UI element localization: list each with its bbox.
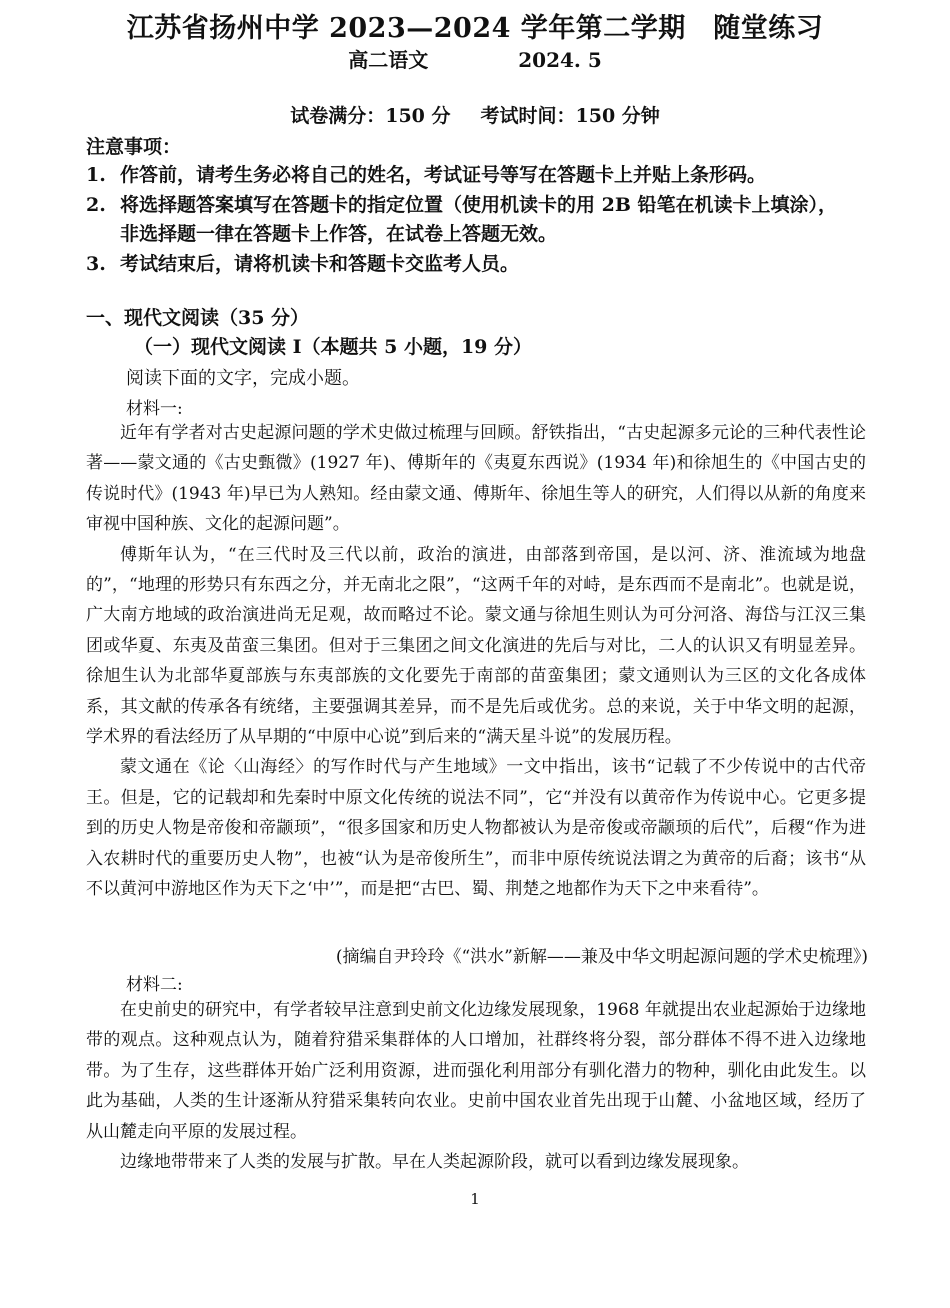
note-text-continued: 非选择题一律在答题卡上作答，在试卷上答题无效。 bbox=[120, 223, 558, 245]
page-number: 1 bbox=[470, 1190, 480, 1208]
note-text: 将选择题答案填写在答题卡的指定位置（使用机读卡的用 2B 铅笔在机读卡上填涂）， bbox=[120, 194, 838, 216]
note-number: 1. bbox=[86, 164, 106, 186]
subject-date-line bbox=[0, 44, 950, 73]
note-text: 考试结束后，请将机读卡和答题卡交监考人员。 bbox=[120, 253, 520, 275]
full-score: 试卷满分：150 分 bbox=[290, 105, 451, 127]
paragraph: 蒙文通在《论〈山海经〉的写作时代与产生地域》一文中指出，该书“记载了不少传说中的古代帝王。但是，它的记载却和先秦时中原文化传统的说法不同”，它“并没有以黄帝作为传说中心。它更多提到的历史人物是帝俊和帝颛顼”，“很多国家和历史人物都被认为是帝俊或帝颛顼的后代”，后稷“作为进入农耕时代的重要历史人物”，也被“认为是帝俊所生”，而非中原传统说法谓之为黄帝的后裔；该书“从不以黄河中游地区作为天下之‘中’”，而是把“古巴、蜀、荆楚之地都作为天下之中来看待”。 bbox=[86, 757, 866, 900]
material-two-text bbox=[86, 995, 866, 1177]
score-time-line bbox=[0, 101, 950, 128]
note-item bbox=[86, 160, 766, 187]
material-two-label: 材料二: bbox=[126, 975, 183, 995]
paragraph: 傅斯年认为，“在三代时及三代以前，政治的演进，由部落到帝国，是以河、济、淮流域为地盘的”，“地理的形势只有东西之分，并无南北之限”，“这两千年的对峙，是东西而不是南北”。也就是说，广大南方地域的政治演进尚无足观，故而略过不论。蒙文通与徐旭生则认为可分河洛、海岱与江汉三集团或华夏、东夷及苗蛮三集团。但对于三集团之间文化演进的先后与对比，二人的认识又有明显差异。徐旭生认为北部华夏部族与东夷部族的文化要先于南部的苗蛮集团；蒙文通则认为三区的文化各成体系，其文献的传承各有统绪，主要强调其差异，而不是先后或优劣。总的来说，关于中华文明的起源，学术界的看法经历了从早期的“中原中心说”到后来的“满天星斗说”的发展历程。 bbox=[86, 544, 866, 748]
material-one-label: 材料一: bbox=[126, 399, 183, 419]
exam-date: 2024. 5 bbox=[518, 48, 602, 72]
note-item bbox=[86, 249, 519, 276]
subject-label: 高二语文 bbox=[348, 48, 429, 72]
exam-time: 考试时间：150 分钟 bbox=[480, 105, 660, 127]
notes-heading: 注意事项： bbox=[86, 136, 182, 158]
material-one-source: (摘编自尹玲玲《“洪水”新解——兼及中华文明起源问题的学术史梳理》) bbox=[335, 947, 868, 967]
material-one-text bbox=[86, 418, 866, 905]
note-number: 2. bbox=[86, 194, 106, 216]
reading-instruction: 阅读下面的文字，完成小题。 bbox=[126, 368, 360, 389]
section-heading: 一、现代文阅读（35 分） bbox=[86, 307, 310, 329]
note-number: 3. bbox=[86, 253, 106, 275]
note-item bbox=[86, 190, 837, 217]
paragraph: 在史前史的研究中，有学者较早注意到史前文化边缘发展现象，1968 年就提出农业起源始于边缘地带的观点。这种观点认为，随着狩猎采集群体的人口增加，社群终将分裂，部分群体不得不进入边缘地带。为了生存，这些群体开始广泛利用资源，进而强化利用部分有驯化潜力的物种，驯化由此发生。以此为基础，人类的生计逐渐从狩猎采集转向农业。史前中国农业首先出现于山麓、小盆地区域，经历了从山麓走向平原的发展过程。 bbox=[86, 1000, 866, 1142]
exam-title: 江苏省扬州中学 2023—2024 学年第二学期 随堂练习 bbox=[126, 13, 824, 44]
note-text: 作答前，请考生务必将自己的姓名，考试证号等写在答题卡上并贴上条形码。 bbox=[120, 164, 767, 186]
subsection-heading: （一）现代文阅读 I（本题共 5 小题，19 分） bbox=[134, 336, 533, 358]
paragraph: 近年有学者对古史起源问题的学术史做过梳理与回顾。舒铁指出，“古史起源多元论的三种代表性论著——蒙文通的《古史甄微》(1927 年)、傅斯年的《夷夏东西说》(1934 年)和徐旭生的《中国古史的传说时代》(1943 年)早已为人熟知。经由蒙文通、傅斯年、徐旭生等人的研究，人们得以从新的角度来审视中国种族、文化的起源问题”。 bbox=[86, 423, 866, 535]
paragraph: 边缘地带带来了人类的发展与扩散。早在人类起源阶段，就可以看到边缘发展现象。 bbox=[120, 1152, 749, 1173]
